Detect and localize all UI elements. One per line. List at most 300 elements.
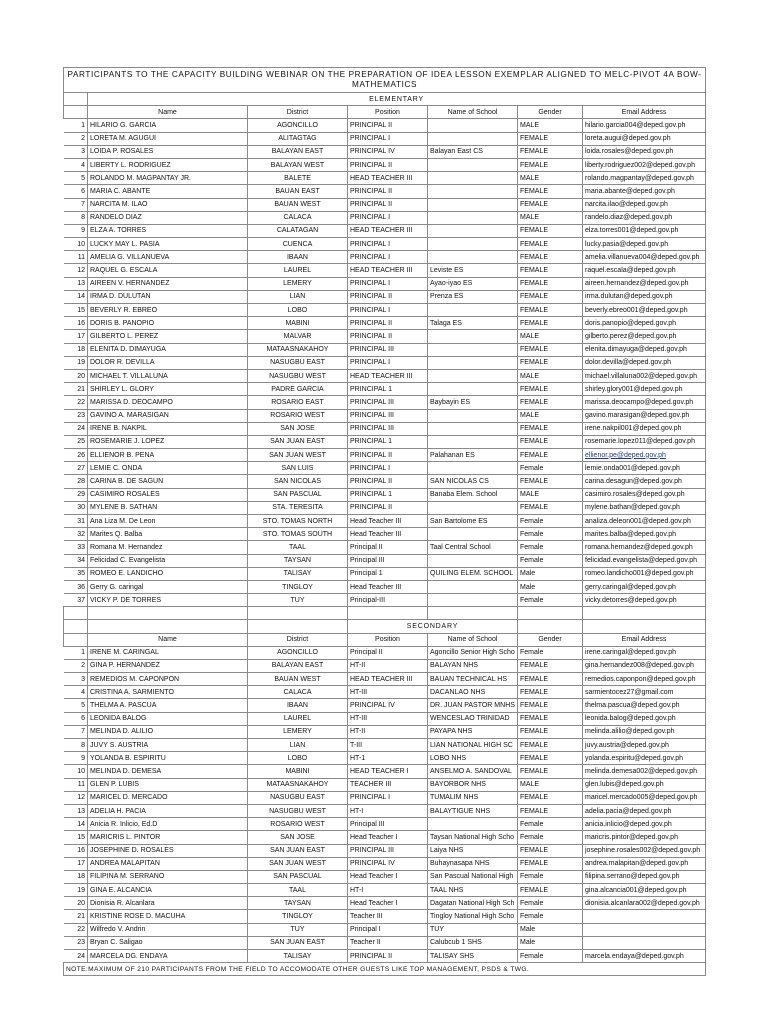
secondary-section-row xyxy=(64,620,706,633)
school-name xyxy=(428,818,518,831)
position: Head Teacher I xyxy=(348,870,428,883)
school-name: SAN NICOLAS CS xyxy=(428,475,518,488)
table-row xyxy=(64,712,706,725)
gender: FEMALE xyxy=(518,422,583,435)
table-row xyxy=(64,317,706,330)
table-row xyxy=(64,528,706,541)
col-district-header: District xyxy=(248,106,348,119)
district: MABINI xyxy=(248,765,348,778)
table-row xyxy=(64,910,706,923)
table-row xyxy=(64,739,706,752)
row-number: 16 xyxy=(64,844,88,857)
school-name: Tingloy National High Scho xyxy=(428,910,518,923)
gender: Female xyxy=(518,897,583,910)
table-row xyxy=(64,290,706,303)
school-name: DR. JUAN PASTOR MNHS xyxy=(428,699,518,712)
position: HEAD TEACHER I xyxy=(348,765,428,778)
participant-name: AMELIA G. VILLANUEVA xyxy=(88,251,248,264)
table-row xyxy=(64,132,706,145)
gender: FEMALE xyxy=(518,884,583,897)
email-address xyxy=(583,936,706,949)
row-number: 28 xyxy=(64,475,88,488)
email-address: adelia.pacia@deped.gov.ph xyxy=(583,804,706,817)
gender: Female xyxy=(518,818,583,831)
table-row xyxy=(64,330,706,343)
district: TAAL xyxy=(248,884,348,897)
table-row xyxy=(64,923,706,936)
email-link[interactable]: ellienor.pe@deped.gov.ph xyxy=(585,451,666,459)
district: ROSARIO WEST xyxy=(248,409,348,422)
district: NASUGBU EAST xyxy=(248,356,348,369)
gender: Male xyxy=(518,567,583,580)
email-address: maricel.mercado005@deped.gov.ph xyxy=(583,791,706,804)
row-number: 15 xyxy=(64,831,88,844)
district: LOBO xyxy=(248,752,348,765)
gender: FEMALE xyxy=(518,804,583,817)
table-row xyxy=(64,818,706,831)
email-address: leonida.balog@deped.gov.ph xyxy=(583,712,706,725)
row-number: 13 xyxy=(64,277,88,290)
row-number: 12 xyxy=(64,791,88,804)
gender: FEMALE xyxy=(518,145,583,158)
participant-name: CARINA B. DE SAGUN xyxy=(88,475,248,488)
gender: Female xyxy=(518,515,583,528)
position: PRINCIPAL II xyxy=(348,317,428,330)
row-number: 16 xyxy=(64,317,88,330)
table-row xyxy=(64,356,706,369)
position: HT-1 xyxy=(348,752,428,765)
participant-name: Gerry G. caringal xyxy=(88,580,248,593)
email-address: melinda.demesa002@deped.gov.ph xyxy=(583,765,706,778)
district: TAAL xyxy=(248,541,348,554)
school-name xyxy=(428,304,518,317)
position: HT-I xyxy=(348,884,428,897)
table-row xyxy=(64,659,706,672)
elementary-label: ELEMENTARY xyxy=(88,93,706,106)
secondary-header-row xyxy=(64,633,706,646)
position: PRINCIPAL 1 xyxy=(348,435,428,448)
gender: FEMALE xyxy=(518,712,583,725)
row-number: 26 xyxy=(64,449,88,462)
email-address: josephine.rosales002@deped.gov.ph xyxy=(583,844,706,857)
position: PRINCIPAL II xyxy=(348,119,428,132)
participant-name: Ana Liza M. De Leon xyxy=(88,515,248,528)
gender: FEMALE xyxy=(518,198,583,211)
school-name: BALAYTIGUE NHS xyxy=(428,804,518,817)
email-address: lucky.pasia@deped.gov.ph xyxy=(583,238,706,251)
school-name: Laiya NHS xyxy=(428,844,518,857)
row-number: 11 xyxy=(64,251,88,264)
gender: MALE xyxy=(518,172,583,185)
school-name: Calubcub 1 SHS xyxy=(428,936,518,949)
participant-name: IRENE B. NAKPIL xyxy=(88,422,248,435)
table-row xyxy=(64,422,706,435)
participant-name: LIBERTY L. RODRIGUEZ xyxy=(88,158,248,171)
gender: Female xyxy=(518,646,583,659)
position: PRINCIPAL 1 xyxy=(348,383,428,396)
position: PRINCIPAL III xyxy=(348,422,428,435)
position: PRINCIPAL II xyxy=(348,449,428,462)
col-school-header: Name of School xyxy=(428,633,518,646)
secondary-rows xyxy=(64,646,706,963)
row-number: 6 xyxy=(64,185,88,198)
participant-name: MARICRIS L. PINTOR xyxy=(88,831,248,844)
table-row xyxy=(64,567,706,580)
email-address: narcita.ilao@deped.gov.ph xyxy=(583,198,706,211)
position: PRINCIPAL I xyxy=(348,791,428,804)
email-address: mylene.bathan@deped.gov.ph xyxy=(583,501,706,514)
school-name: TALISAY SHS xyxy=(428,950,518,963)
gender: Female xyxy=(518,831,583,844)
table-row xyxy=(64,857,706,870)
row-number: 23 xyxy=(64,409,88,422)
table-row xyxy=(64,172,706,185)
school-name: QUILING ELEM. SCHOOL xyxy=(428,567,518,580)
district: TUY xyxy=(248,594,348,607)
position: PRINCIPAL I xyxy=(348,251,428,264)
email-address: elenita.dimayuga@deped.gov.ph xyxy=(583,343,706,356)
email-address: romana.hernandez@deped.gov.ph xyxy=(583,541,706,554)
district: NASUGBU EAST xyxy=(248,791,348,804)
table-row xyxy=(64,897,706,910)
participant-name: KRISTINE ROSE D. MACUHA xyxy=(88,910,248,923)
email-address xyxy=(583,923,706,936)
school-name: Taal Central School xyxy=(428,541,518,554)
gender: FEMALE xyxy=(518,238,583,251)
gender: Female xyxy=(518,950,583,963)
district: BAUAN EAST xyxy=(248,185,348,198)
gender: FEMALE xyxy=(518,185,583,198)
participant-name: ROSEMARIE J. LOPEZ xyxy=(88,435,248,448)
district: SAN PASCUAL xyxy=(248,488,348,501)
school-name: ANSELMO A. SANDOVAL xyxy=(428,765,518,778)
district: BALETE xyxy=(248,172,348,185)
email-address: filipina.serrano@deped.gov.ph xyxy=(583,870,706,883)
district: TAYSAN xyxy=(248,554,348,567)
email-address: analiza.deleon001@deped.gov.ph xyxy=(583,515,706,528)
district: LIAN xyxy=(248,290,348,303)
row-number: 5 xyxy=(64,172,88,185)
email-address: elza.torres001@deped.gov.ph xyxy=(583,224,706,237)
position: PRINCIPAL II xyxy=(348,290,428,303)
table-row xyxy=(64,211,706,224)
row-number: 11 xyxy=(64,778,88,791)
gender: FEMALE xyxy=(518,699,583,712)
position: HT-III xyxy=(348,686,428,699)
position: Principal III xyxy=(348,554,428,567)
district: CALACA xyxy=(248,211,348,224)
row-number: 18 xyxy=(64,343,88,356)
district: MATAASNAKAHOY xyxy=(248,343,348,356)
district: LAUREL xyxy=(248,712,348,725)
row-number: 5 xyxy=(64,699,88,712)
email-address: glen.lubis@deped.gov.ph xyxy=(583,778,706,791)
participant-name: MARIA C. ABANTE xyxy=(88,185,248,198)
table-row xyxy=(64,435,706,448)
participant-name: AIREEN V. HERNANDEZ xyxy=(88,277,248,290)
participant-name: Bryan C. Saligao xyxy=(88,936,248,949)
school-name: WENCESLAO TRINIDAD xyxy=(428,712,518,725)
row-number: 1 xyxy=(64,119,88,132)
table-row xyxy=(64,475,706,488)
col-gender-header: Gender xyxy=(518,633,583,646)
school-name: TUMALIM NHS xyxy=(428,791,518,804)
position: PRINCIPAL III xyxy=(348,409,428,422)
email-address: melinda.alilio@deped.gov.ph xyxy=(583,725,706,738)
col-email-header: Email Address xyxy=(583,106,706,119)
school-name: Baybayin ES xyxy=(428,396,518,409)
row-number: 17 xyxy=(64,330,88,343)
row-number: 10 xyxy=(64,765,88,778)
school-name: Dagatan National High Sch xyxy=(428,897,518,910)
gender: Female xyxy=(518,910,583,923)
district: STO. TOMAS NORTH xyxy=(248,515,348,528)
district: MATAASNAKAHOY xyxy=(248,778,348,791)
participant-name: Romana M. Hernandez xyxy=(88,541,248,554)
participant-name: Felicidad C. Evangelista xyxy=(88,554,248,567)
district: CALACA xyxy=(248,686,348,699)
position: PRINCIPAL I xyxy=(348,238,428,251)
row-number: 22 xyxy=(64,923,88,936)
district: SAN JUAN EAST xyxy=(248,844,348,857)
gender: FEMALE xyxy=(518,673,583,686)
row-number: 19 xyxy=(64,884,88,897)
district: LOBO xyxy=(248,304,348,317)
participant-name: ANDREA MALAPITAN xyxy=(88,857,248,870)
school-name: Palahanan ES xyxy=(428,449,518,462)
table-row xyxy=(64,119,706,132)
district: NASUGBU WEST xyxy=(248,369,348,382)
gender: FEMALE xyxy=(518,304,583,317)
row-number: 4 xyxy=(64,686,88,699)
gender: FEMALE xyxy=(518,158,583,171)
school-name: Talaga ES xyxy=(428,317,518,330)
row-number: 8 xyxy=(64,211,88,224)
district: LAUREL xyxy=(248,264,348,277)
position: PRINCIPAL I xyxy=(348,277,428,290)
email-address: casimiro.rosales@deped.gov.ph xyxy=(583,488,706,501)
email-address: carina.desagun@deped.gov.ph xyxy=(583,475,706,488)
row-number: 7 xyxy=(64,725,88,738)
email-address: dolor.devilla@deped.gov.ph xyxy=(583,356,706,369)
participant-name: REMEDIOS M. CAPONPON xyxy=(88,673,248,686)
elementary-section-row xyxy=(64,93,706,106)
position: PRINCIPAL IV xyxy=(348,145,428,158)
district: TINGLOY xyxy=(248,910,348,923)
gender: MALE xyxy=(518,369,583,382)
school-name xyxy=(428,422,518,435)
email-address: irene.nakpil001@deped.gov.ph xyxy=(583,422,706,435)
participant-name: LUCKY MAY L. PASIA xyxy=(88,238,248,251)
district: BALAYAN EAST xyxy=(248,659,348,672)
school-name xyxy=(428,356,518,369)
position: Principal 1 xyxy=(348,567,428,580)
note-row xyxy=(64,963,706,976)
participant-name: ROMEO E. LANDICHO xyxy=(88,567,248,580)
school-name: DACANLAO NHS xyxy=(428,686,518,699)
position: PRINCIPAL III xyxy=(348,343,428,356)
col-gender-header: Gender xyxy=(518,106,583,119)
table-row xyxy=(64,277,706,290)
table-row xyxy=(64,515,706,528)
row-number: 22 xyxy=(64,396,88,409)
position: PRINCIPAL I xyxy=(348,132,428,145)
district: LEMERY xyxy=(248,725,348,738)
email-address: yolanda.espiritu@deped.gov.ph xyxy=(583,752,706,765)
gender: FEMALE xyxy=(518,343,583,356)
row-number: 14 xyxy=(64,290,88,303)
gender: FEMALE xyxy=(518,725,583,738)
position: Head Teacher III xyxy=(348,580,428,593)
row-number: 15 xyxy=(64,304,88,317)
participant-name: RAQUEL G. ESCALA xyxy=(88,264,248,277)
col-position-header: Position xyxy=(348,106,428,119)
email-address: raquel.escala@deped.gov.ph xyxy=(583,264,706,277)
position: PRINCIPAL II xyxy=(348,950,428,963)
email-address: romeo.landicho001@deped.gov.ph xyxy=(583,567,706,580)
participants-sheet xyxy=(63,67,705,976)
participant-name: MARICEL D. MERCADO xyxy=(88,791,248,804)
email-address: gavino.marasigan@deped.gov.ph xyxy=(583,409,706,422)
district: SAN PASCUAL xyxy=(248,870,348,883)
gender: FEMALE xyxy=(518,356,583,369)
district: ALITAGTAG xyxy=(248,132,348,145)
district: ROSARIO EAST xyxy=(248,396,348,409)
email-address: andrea.malapitan@deped.gov.ph xyxy=(583,857,706,870)
school-name: Leviste ES xyxy=(428,264,518,277)
email-address: marcela.endaya@deped.gov.ph xyxy=(583,950,706,963)
row-number: 29 xyxy=(64,488,88,501)
school-name xyxy=(428,528,518,541)
row-number: 32 xyxy=(64,528,88,541)
gender: Female xyxy=(518,462,583,475)
email-address: vicky.detorres@deped.gov.ph xyxy=(583,594,706,607)
row-number: 21 xyxy=(64,910,88,923)
gender: Female xyxy=(518,870,583,883)
email-address: maricris.pintor@deped.gov.ph xyxy=(583,831,706,844)
document-title: PARTICIPANTS TO THE CAPACITY BUILDING WEBINAR ON THE PREPARATION OF IDEA LESSON EXEMPLAR ALIGNED TO MELC-PIVOT 4A BOW-MATHEMATICS xyxy=(64,68,706,93)
table-row xyxy=(64,752,706,765)
district: CALATAGAN xyxy=(248,224,348,237)
district: LIAN xyxy=(248,739,348,752)
gender: FEMALE xyxy=(518,264,583,277)
gender: MALE xyxy=(518,211,583,224)
position: HT-III xyxy=(348,712,428,725)
email-address: thelma.pascua@deped.gov.ph xyxy=(583,699,706,712)
row-number: 12 xyxy=(64,264,88,277)
school-name xyxy=(428,330,518,343)
row-number: 19 xyxy=(64,356,88,369)
row-number: 14 xyxy=(64,818,88,831)
position: Head Teacher I xyxy=(348,897,428,910)
gender: MALE xyxy=(518,409,583,422)
district: BALAYAN EAST xyxy=(248,145,348,158)
gender: FEMALE xyxy=(518,396,583,409)
district: IBAAN xyxy=(248,251,348,264)
row-number: 21 xyxy=(64,383,88,396)
email-address: gerry.caringal@deped.gov.ph xyxy=(583,580,706,593)
title-row xyxy=(64,68,706,93)
secondary-label: SECONDARY xyxy=(348,620,518,633)
table-row xyxy=(64,198,706,211)
position: PRINCIPAL II xyxy=(348,198,428,211)
col-name-header: Name xyxy=(88,106,248,119)
table-row xyxy=(64,778,706,791)
row-number: 8 xyxy=(64,739,88,752)
participant-name: GAVINO A. MARASIGAN xyxy=(88,409,248,422)
school-name: BAYORBOR NHS xyxy=(428,778,518,791)
participant-name: LOIDA P. ROSALES xyxy=(88,145,248,158)
school-name: TAAL NHS xyxy=(428,884,518,897)
gender: FEMALE xyxy=(518,857,583,870)
row-number: 4 xyxy=(64,158,88,171)
table-row xyxy=(64,264,706,277)
participant-name: GLEN P. LUBIS xyxy=(88,778,248,791)
school-name xyxy=(428,172,518,185)
gender: FEMALE xyxy=(518,383,583,396)
school-name: Banaba Elem. School xyxy=(428,488,518,501)
participant-name: ELLIENOR B. PENA xyxy=(88,449,248,462)
participants-table xyxy=(63,67,706,976)
participant-name: CASIMIRO ROSALES xyxy=(88,488,248,501)
table-row xyxy=(64,831,706,844)
table-row xyxy=(64,409,706,422)
gender: FEMALE xyxy=(518,844,583,857)
district: SAN JUAN WEST xyxy=(248,857,348,870)
note-text: NOTE:MAXIMUM OF 210 PARTICIPANTS FROM THE FIELD TO ACCOMODATE OTHER GUESTS LIKE TOP MANAGEMENT, PSDS & TWG. xyxy=(64,963,706,976)
participant-name: MYLENE B. SATHAN xyxy=(88,501,248,514)
email-address: gina.hernandez008@deped.gov.ph xyxy=(583,659,706,672)
participant-name: LEMIE C. ONDA xyxy=(88,462,248,475)
table-row xyxy=(64,554,706,567)
school-name xyxy=(428,554,518,567)
position: HT-II xyxy=(348,659,428,672)
school-name: LIAN NATIONAL HIGH SC xyxy=(428,739,518,752)
school-name xyxy=(428,251,518,264)
school-name: PAYAPA NHS xyxy=(428,725,518,738)
gender: FEMALE xyxy=(518,435,583,448)
position: HEAD TEACHER III xyxy=(348,264,428,277)
table-row xyxy=(64,396,706,409)
position: PRINCIPAL 1 xyxy=(348,488,428,501)
district: SAN JUAN EAST xyxy=(248,435,348,448)
table-row xyxy=(64,646,706,659)
email-address: felicidad.evangelista@deped.gov.ph xyxy=(583,554,706,567)
gender: FEMALE xyxy=(518,132,583,145)
table-row xyxy=(64,804,706,817)
gender: Female xyxy=(518,594,583,607)
district: BAUAN WEST xyxy=(248,198,348,211)
col-position-header: Position xyxy=(348,633,428,646)
row-number: 27 xyxy=(64,462,88,475)
row-number: 24 xyxy=(64,950,88,963)
participant-name: DORIS B. PANOPIO xyxy=(88,317,248,330)
table-row xyxy=(64,594,706,607)
gender: FEMALE xyxy=(518,224,583,237)
school-name: TUY xyxy=(428,923,518,936)
row-number: 2 xyxy=(64,659,88,672)
gender: FEMALE xyxy=(518,251,583,264)
table-row xyxy=(64,686,706,699)
school-name xyxy=(428,238,518,251)
table-row xyxy=(64,870,706,883)
district: SAN JOSE xyxy=(248,422,348,435)
email-address: doris.panopio@deped.gov.ph xyxy=(583,317,706,330)
email-address: remedios.caponpon@deped.gov.ph xyxy=(583,673,706,686)
district: IBAAN xyxy=(248,699,348,712)
row-number: 25 xyxy=(64,435,88,448)
school-name xyxy=(428,594,518,607)
